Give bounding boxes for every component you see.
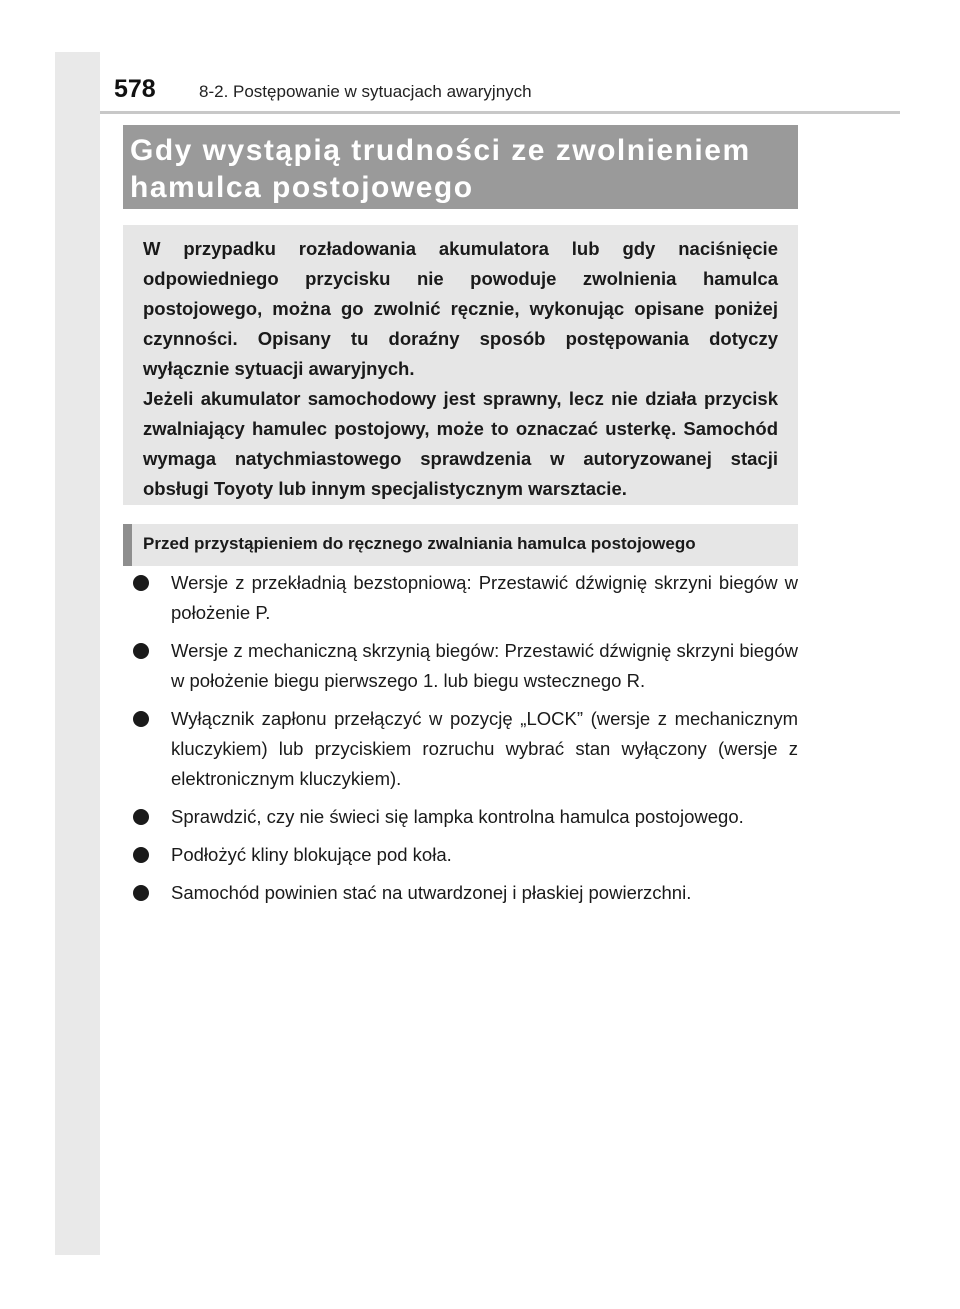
list-item-text: Sprawdzić, czy nie świeci się lampka kontrolna hamulca postojowego. [171,806,744,827]
bullet-icon [133,809,149,825]
bullet-icon [133,885,149,901]
header-divider [100,111,900,114]
section-title-line-1: Gdy wystąpią trudności ze zwolnieniem [130,134,751,167]
list-item [130,568,798,628]
intro-paragraph-2: Jeżeli akumulator samochodowy jest sprawny, lecz nie działa przycisk zwalniający hamulec postojowy, może to oznaczać usterkę. Samochód wymaga natychmiastowego sprawdzenia w autoryzowanej stacji obsługi Toyoty lub innym specjalistycznym warsztacie. [143,388,778,499]
list-item-text: Samochód powinien stać na utwardzonej i płaskiej powierzchni. [171,882,692,903]
chapter-title: 8-2. Postępowanie w sytuacjach awaryjnych [199,82,532,101]
bullet-icon [133,575,149,591]
list-item [130,878,798,908]
bullet-icon [133,711,149,727]
intro-box [123,225,798,505]
list-item-text: Wyłącznik zapłonu przełączyć w pozycję „LOCK” (wersje z mechanicznym kluczykiem) lub przyciskiem rozruchu wybrać stan wyłączony (wersje z elektronicznym kluczykiem). [171,708,798,789]
section-title-line-2: hamulca postojowego [130,171,474,204]
subsection-heading-text: Przed przystąpieniem do ręcznego zwalniania hamulca postojowego [143,534,696,553]
section-title-banner [123,125,798,209]
page-header [100,70,900,112]
subsection-heading [123,524,798,566]
list-item-text: Wersje z mechaniczną skrzynią biegów: Przestawić dźwignię skrzyni biegów w położenie biegu pierwszego 1. lub biegu wstecznego R. [171,640,798,691]
intro-paragraph-1: W przypadku rozładowania akumulatora lub gdy naciśnięcie odpowiedniego przycisku nie powoduje zwolnienia hamulca postojowego, można go zwolnić ręcznie, wykonując opisane poniżej czynności. Opisany tu doraźny sposób postępowania dotyczy wyłącznie sytuacji awaryjnych. [143,238,778,379]
list-item [130,802,798,832]
list-item [130,636,798,696]
list-item [130,840,798,870]
list-item-text: Wersje z przekładnią bezstopniową: Przestawić dźwignię skrzyni biegów w położenie P. [171,572,798,623]
preparation-list [130,568,798,916]
list-item [130,704,798,794]
bullet-icon [133,847,149,863]
list-item-text: Podłożyć kliny blokujące pod koła. [171,844,452,865]
bullet-icon [133,643,149,659]
side-thumb-strip [55,52,100,1255]
page-number: 578 [114,75,156,103]
